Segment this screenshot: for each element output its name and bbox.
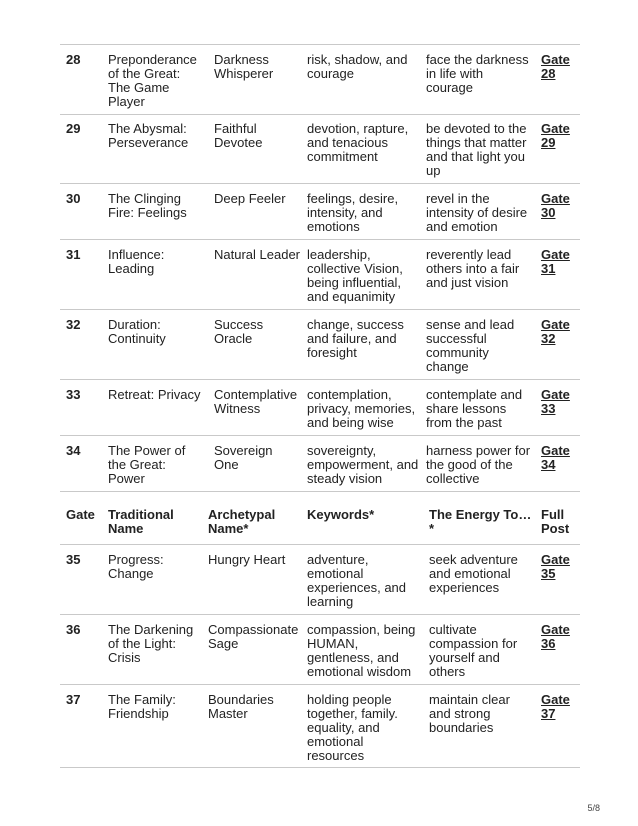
energy-to: sense and lead successful community change: [426, 317, 515, 374]
gate-post-link[interactable]: Gate 34: [541, 443, 570, 472]
gate-post-link[interactable]: Gate 35: [541, 552, 570, 581]
gate-number: 30: [66, 191, 81, 206]
table-row: [60, 685, 580, 768]
table-row: [60, 114, 580, 184]
energy-to: revel in the intensity of desire and emotion: [426, 191, 528, 234]
energy-to: harness power for the good of the collective: [426, 443, 531, 486]
gate-number: 32: [66, 317, 81, 332]
table-row: [60, 545, 580, 615]
keywords: holding people together, family. equality, and emotional resources: [307, 692, 398, 763]
energy-to: cultivate compassion for yourself and others: [429, 622, 518, 679]
keywords: compassion, being HUMAN, gentleness, and emotional wisdom: [307, 622, 416, 679]
traditional-name: Progress: Change: [108, 552, 164, 581]
gate-number: 35: [66, 552, 81, 567]
gate-post-link[interactable]: Gate 30: [541, 191, 570, 220]
gate-post-link[interactable]: Gate 36: [541, 622, 570, 651]
table-row: [60, 310, 580, 380]
archetypal-name: Darkness Whisperer: [214, 52, 274, 81]
gate-post-link[interactable]: Gate 37: [541, 692, 570, 721]
traditional-name: Retreat: Privacy: [108, 387, 201, 402]
keywords: change, success and failure, and foresight: [307, 317, 404, 360]
header-archetypal-name: Archetypal Name*: [208, 507, 276, 536]
traditional-name: Duration: Continuity: [108, 317, 166, 346]
traditional-name: The Family: Friendship: [108, 692, 176, 721]
energy-to: face the darkness in life with courage: [426, 52, 529, 95]
energy-to: reverently lead others into a fair and just vision: [426, 247, 520, 290]
gate-number: 29: [66, 121, 81, 136]
keywords: sovereignty, empowerment, and steady vision: [307, 443, 419, 486]
archetypal-name: Hungry Heart: [208, 552, 286, 567]
header-gate: Gate: [66, 507, 95, 522]
table-header-row: [60, 500, 580, 545]
keywords: risk, shadow, and courage: [307, 52, 408, 81]
gate-number: 34: [66, 443, 81, 458]
archetypal-name: Sovereign One: [214, 443, 273, 472]
gate-number: 37: [66, 692, 81, 707]
gate-post-link[interactable]: Gate 31: [541, 247, 570, 276]
traditional-name: The Clinging Fire: Feelings: [108, 191, 187, 220]
gate-number: 36: [66, 622, 81, 637]
archetypal-name: Natural Leader: [214, 247, 300, 262]
table-row: [60, 436, 580, 492]
archetypal-name: Deep Feeler: [214, 191, 286, 206]
energy-to: seek adventure and emotional experiences: [429, 552, 518, 595]
keywords: leadership, collective Vision, being influential, and equanimity: [307, 247, 403, 304]
table-row: [60, 184, 580, 240]
archetypal-name: Faithful Devotee: [214, 121, 263, 150]
keywords: adventure, emotional experiences, and learning: [307, 552, 407, 609]
gate-number: 33: [66, 387, 81, 402]
header-keywords: Keywords*: [307, 507, 375, 522]
archetypal-name: Boundaries Master: [208, 692, 274, 721]
traditional-name: Preponderance of the Great: The Game Player: [108, 52, 197, 109]
header-traditional-name: Traditional Name: [108, 507, 174, 536]
table-row: [60, 240, 580, 310]
gate-number: 31: [66, 247, 81, 262]
header-energy: The Energy To… *: [429, 507, 532, 536]
gate-post-link[interactable]: Gate 28: [541, 52, 570, 81]
table-row: [60, 615, 580, 685]
archetypal-name: Compassionate Sage: [208, 622, 299, 651]
keywords: devotion, rapture, and tenacious commitment: [307, 121, 409, 164]
table-row: [60, 380, 580, 436]
keywords: feelings, desire, intensity, and emotions: [307, 191, 399, 234]
energy-to: be devoted to the things that matter and that light you up: [426, 121, 527, 178]
keywords: contemplation, privacy, memories, and being wise: [307, 387, 416, 430]
archetypal-name: Success Oracle: [214, 317, 264, 346]
energy-to: contemplate and share lessons from the past: [426, 387, 523, 430]
header-full-post: Full Post: [541, 507, 570, 536]
energy-to: maintain clear and strong boundaries: [429, 692, 510, 735]
gate-post-link[interactable]: Gate 32: [541, 317, 570, 346]
traditional-name: The Darkening of the Light: Crisis: [108, 622, 194, 665]
traditional-name: The Abysmal: Perseverance: [108, 121, 189, 150]
table-row: [60, 44, 580, 115]
page-number: 5/8: [587, 803, 600, 813]
gate-post-link[interactable]: Gate 29: [541, 121, 570, 150]
archetypal-name: Contemplative Witness: [214, 387, 298, 416]
traditional-name: The Power of the Great: Power: [108, 443, 186, 486]
traditional-name: Influence: Leading: [108, 247, 165, 276]
gate-number: 28: [66, 52, 81, 67]
gate-post-link[interactable]: Gate 33: [541, 387, 570, 416]
